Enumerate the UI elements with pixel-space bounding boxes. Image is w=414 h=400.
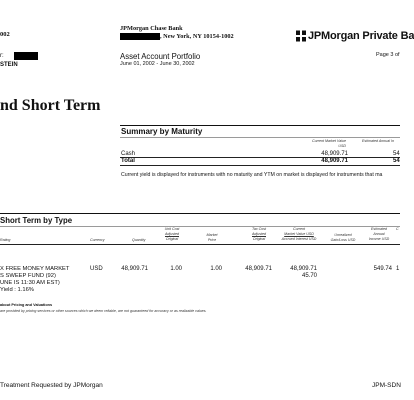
col-edge-fragment: C xyxy=(396,227,399,231)
col-market-price: Market xyxy=(206,233,218,237)
summary-total-label: Total xyxy=(121,158,135,164)
row-currency: USD xyxy=(90,266,103,272)
summary-total-rule xyxy=(120,157,400,158)
summary-row-income: 54 xyxy=(393,151,400,157)
logo-text: JPMorgan Private Ba xyxy=(308,30,414,42)
pricing-footnote-title: about Pricing and Valuations xyxy=(0,303,53,307)
row-edge-fragment: 1 xyxy=(396,266,400,272)
col-gain-loss: Gain/Loss USD xyxy=(330,238,356,242)
col-quantity: Quantity xyxy=(132,238,146,242)
account-name-fragment: STEIN xyxy=(0,62,18,68)
redacted-account-block xyxy=(14,52,38,60)
footer-bates-number: JPM-SDN xyxy=(372,382,401,389)
footer-left: Treatment Requested by JPMorgan xyxy=(0,382,103,389)
summary-col-market-value-currency: USD xyxy=(338,144,346,148)
row-accrued-interest: 45.70 xyxy=(301,273,317,279)
row-unit-cost: 1.00 xyxy=(170,266,182,272)
row-quantity: 48,909.71 xyxy=(121,266,148,272)
summary-row-value: 48,909.71 xyxy=(321,151,348,157)
col-current: Current xyxy=(293,227,305,231)
col-currency: Currency xyxy=(90,238,105,242)
security-yield: Yield : 1.16% xyxy=(0,287,34,293)
col-market-value-usd: Market Value USD xyxy=(284,232,314,236)
summary-col-market-value: Current Market Value xyxy=(311,139,346,143)
summary-yield-note: Current yield is displayed for instruments with no maturity and YTM on market is displayed for instruments that ma xyxy=(121,172,383,178)
col-estimated: Estimated xyxy=(371,227,387,231)
page-number: Page 3 of xyxy=(376,52,400,58)
summary-title-rule xyxy=(120,137,400,138)
by-type-header-rule xyxy=(0,244,400,245)
statement-period: June 01, 2002 - June 30, 2002 xyxy=(120,61,195,67)
col-tax-cost-original: Original xyxy=(252,237,266,241)
account-label-fragment: r: xyxy=(0,53,4,59)
summary-row-label: Cash xyxy=(121,151,136,157)
security-description-line-3: UNE IS 11:30 AM EST) xyxy=(0,280,60,286)
by-type-title-rule xyxy=(0,226,400,227)
by-type-top-rule xyxy=(0,213,400,214)
statement-date-fragment: 002 xyxy=(0,31,10,38)
security-description-line-1: X FREE MONEY MARKET xyxy=(0,266,70,272)
portfolio-title: Asset Account Portfolio xyxy=(120,52,201,61)
row-market-value: 48,909.71 xyxy=(290,266,317,272)
col-annual: Annual xyxy=(373,232,385,236)
pricing-footnote-body: are provided by pricing services or other sources which we deem reliable, are not guaranteed for accuracy or as realizable values. xyxy=(0,309,207,313)
col-market-price-label: Price xyxy=(207,238,217,242)
col-tax-cost-adjusted: Adjusted xyxy=(252,232,266,236)
row-est-income: 549.74 xyxy=(373,266,392,272)
jpmorgan-logo-icon xyxy=(295,30,307,42)
col-tax-cost: Tax Cost xyxy=(251,227,267,231)
col-accrued-interest: Accrued Interest USD xyxy=(281,237,317,241)
col-unit-cost-original: Original xyxy=(165,237,179,241)
col-income-usd: Income USD xyxy=(368,237,390,241)
redacted-bank-street xyxy=(120,33,160,40)
security-description-line-2: S SWEEP FUND (92) xyxy=(0,273,56,279)
bank-address-tail: , New York, NY 10154-1002 xyxy=(160,33,234,40)
summary-top-rule xyxy=(120,125,400,126)
row-tax-cost: 48,909.71 xyxy=(245,266,272,272)
row-market-price: 1.00 xyxy=(210,266,222,272)
bank-name: JPMorgan Chase Bank xyxy=(120,25,183,32)
by-type-title: Short Term by Type xyxy=(0,216,73,225)
col-unit-cost: Unit Cost xyxy=(164,227,180,231)
col-unit-cost-adjusted: Adjusted xyxy=(165,232,179,236)
summary-bottom-rule xyxy=(120,165,400,166)
summary-total-value: 48,909.71 xyxy=(321,158,348,164)
summary-title: Summary by Maturity xyxy=(121,127,203,136)
summary-col-est-income: Estimated Annual In xyxy=(362,139,395,143)
section-title: nd Short Term xyxy=(0,97,101,114)
col-rating: Rating xyxy=(0,238,11,242)
summary-total-income: 54 xyxy=(393,158,400,164)
col-unrealized: Unrealized xyxy=(334,233,352,237)
